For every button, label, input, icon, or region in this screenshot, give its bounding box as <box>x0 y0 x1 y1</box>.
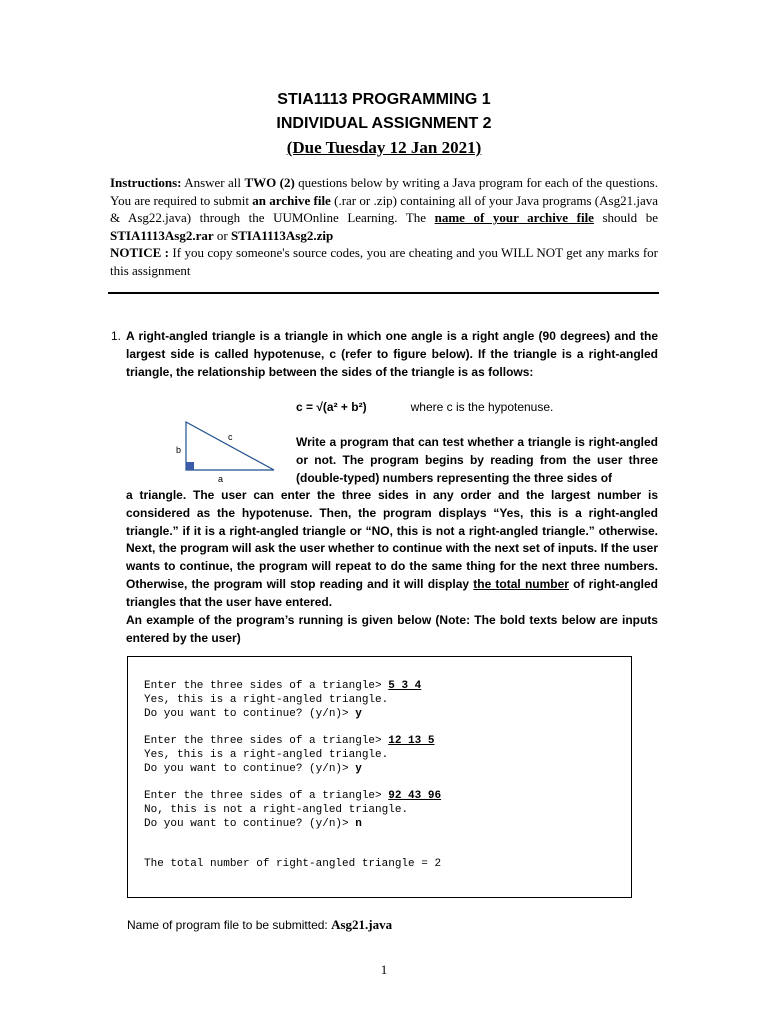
program-filename: Asg21.java <box>331 917 393 932</box>
side-c-label: c <box>228 432 233 442</box>
console-line: Yes, this is a right-angled triangle. <box>144 694 389 706</box>
submission-label: Name of program file to be submitted: <box>127 918 332 932</box>
side-a-label: a <box>218 474 224 484</box>
right-triangle-figure <box>170 418 280 486</box>
hypotenuse-formula <box>296 399 553 417</box>
triangle-outline <box>186 422 274 470</box>
sample-run-box <box>127 656 632 898</box>
section-divider <box>108 292 659 294</box>
zip-filename: STIA1113Asg2.zip <box>231 227 334 243</box>
program-description <box>126 487 658 612</box>
console-line: Do you want to continue? (y/n)> y <box>144 708 362 720</box>
page-number: 1 <box>380 962 388 977</box>
notice-text: If you copy someone's source codes, you are cheating and you WILL NOT get any marks for this assignment <box>110 245 658 278</box>
user-input: y <box>355 708 362 720</box>
rar-filename: STIA1113Asg2.rar <box>110 227 214 243</box>
archive-name-term: name of your archive file <box>434 210 594 225</box>
assignment-title: INDIVIDUAL ASSIGNMENT 2 <box>276 115 492 132</box>
console-line: Yes, this is a right-angled triangle. <box>144 749 389 761</box>
console-line: Enter the three sides of a triangle> 5 3 4 <box>144 680 422 692</box>
example-text: An example of the program’s running is given below <box>126 613 432 627</box>
question-number: 1. <box>111 329 122 343</box>
formula-note: where c is the hypotenuse. <box>410 400 554 414</box>
program-description-text: Write a program that can test whether a triangle is right-angled or not. The program begins by reading from the user three (double-typed) numbers representing the three sides of <box>296 435 658 485</box>
question-intro-text: A right-angled triangle is a triangle in which one angle is a right angle (90 degrees) and the largest side is called hypotenuse, c (refer to figure below). If the triangle is a right-angled triangle, the relationship between the sides of the triangle is as follows: <box>126 329 658 379</box>
side-b-label: b <box>176 445 182 455</box>
console-line: Do you want to continue? (y/n)> n <box>144 818 362 830</box>
formula-text: c = √(a² + b²) <box>296 400 367 414</box>
total-number-term: the total number <box>473 576 569 591</box>
program-description-start <box>296 434 658 487</box>
instructions-text: should be <box>593 210 658 225</box>
program-description-text: of right-angled triangles that the user have entered. <box>126 576 658 609</box>
console-line: No, this is not a right-angled triangle. <box>144 804 409 816</box>
console-line: Do you want to continue? (y/n)> y <box>144 763 362 775</box>
example-intro <box>126 612 658 648</box>
due-date: (Due Tuesday 12 Jan 2021) <box>286 138 482 157</box>
user-input: 5 3 4 <box>388 680 422 692</box>
question-count: TWO (2) <box>244 175 295 190</box>
instructions-text: Answer all <box>181 175 245 190</box>
user-input: 12 13 5 <box>388 735 435 747</box>
question-intro <box>126 328 658 381</box>
submission-filename <box>127 917 392 933</box>
notice-label: NOTICE : <box>110 245 170 260</box>
document-header <box>0 88 768 160</box>
archive-file-term: an archive file <box>252 192 331 208</box>
course-title: STIA1113 PROGRAMMING 1 <box>277 91 491 108</box>
user-input: 92 43 96 <box>388 790 442 802</box>
console-line: Enter the three sides of a triangle> 92 43 96 <box>144 790 442 802</box>
example-note: (Note: The bold texts below are inputs entered by the user) <box>126 613 658 645</box>
instructions-text: (.rar or .zip) containing all of your Java programs (Asg21.java & Asg22.java) through the UUMOnline Learning. The <box>110 192 658 225</box>
instructions-block <box>110 174 658 279</box>
right-angle-marker <box>186 462 194 470</box>
instructions-label: Instructions: <box>110 175 182 190</box>
instructions-text: questions below by writing a Java program for each of the questions. You are required to submit <box>110 175 658 208</box>
instructions-text: or <box>213 227 231 243</box>
user-input: y <box>355 763 362 775</box>
program-description-text: a triangle. The user can enter the three sides in any order and the largest number is considered as the hypotenuse. Then, the program displays “Yes, this is a right-angled triangle.” if it is a right-angled triangle or “NO, this is not a right-angled triangle.” otherwise. Next, the program will ask the user whether to continue with the next set of inputs. If the user wants to continue, the program will repeat to do the same thing for the next three numbers. Otherwise, the program will stop reading and it will display <box>126 488 658 591</box>
console-line: Enter the three sides of a triangle> 12 13 5 <box>144 735 435 747</box>
console-total-line: The total number of right-angled triangle = 2 <box>144 858 442 870</box>
user-input: n <box>355 818 362 830</box>
